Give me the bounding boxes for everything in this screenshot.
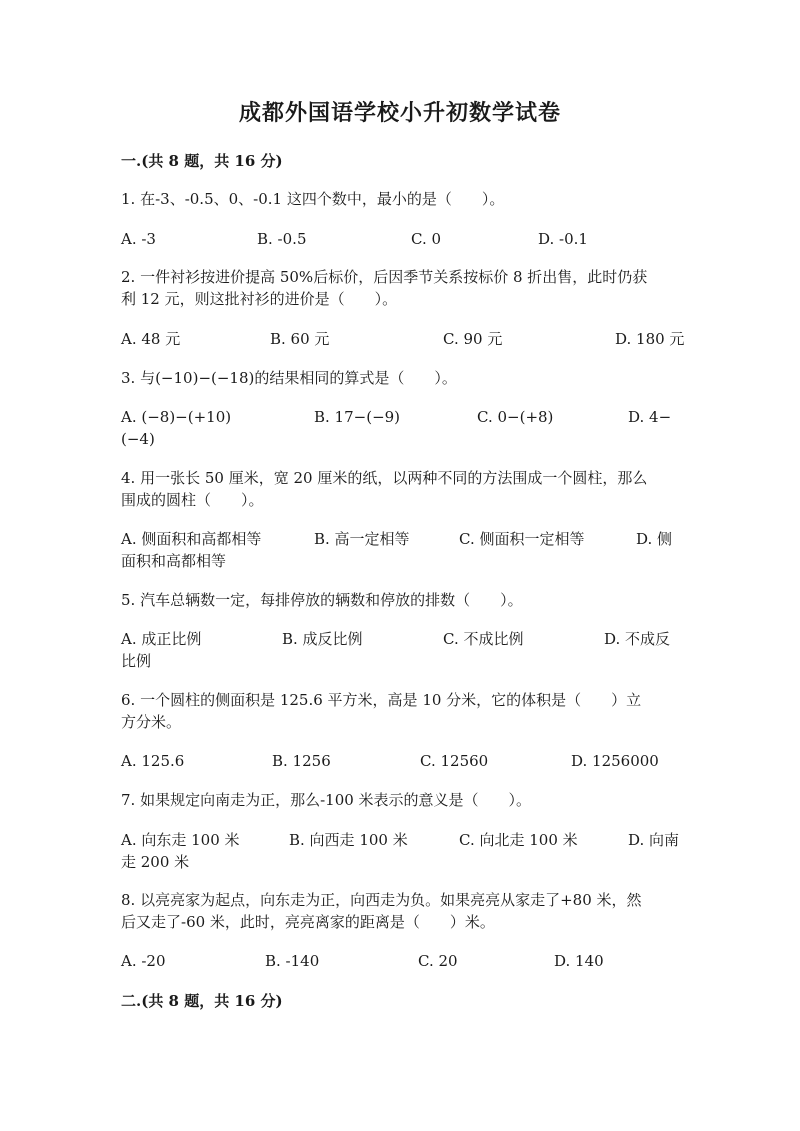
question-3: 3. 与(−10)−(−18)的结果相同的算式是（ ）。 bbox=[121, 369, 457, 387]
section-heading-2: 二.(共 8 题，共 16 分) bbox=[121, 992, 283, 1010]
option-b: B. -0.5 bbox=[257, 230, 307, 248]
option-a: A. 125.6 bbox=[121, 752, 185, 770]
option-d: D. 140 bbox=[554, 952, 604, 970]
option-c: C. 0 bbox=[411, 230, 442, 248]
option-a: A. 成正比例 bbox=[121, 630, 202, 648]
option-c: C. 侧面积一定相等 bbox=[459, 530, 585, 548]
option-d: D. 180 元 bbox=[615, 330, 685, 348]
question-8-line-2: 后又走了-60 米，此时，亮亮离家的距离是（ ）米。 bbox=[121, 913, 495, 931]
option-d: D. -0.1 bbox=[538, 230, 588, 248]
section-heading-1: 一.(共 8 题，共 16 分) bbox=[121, 152, 283, 170]
option-d: D. 4− bbox=[628, 408, 672, 426]
exam-title: 成都外国语学校小升初数学试卷 bbox=[238, 100, 561, 126]
option-d: D. 侧 bbox=[636, 530, 673, 548]
option-a: A. -20 bbox=[121, 952, 166, 970]
option-c: C. 12560 bbox=[420, 752, 489, 770]
question-2-line-1: 2. 一件衬衫按进价提高 50%后标价，后因季节关系按标价 8 折出售，此时仍获 bbox=[121, 268, 648, 286]
option-b: B. 1256 bbox=[272, 752, 331, 770]
question-5: 5. 汽车总辆数一定，每排停放的辆数和停放的排数（ ）。 bbox=[121, 591, 523, 609]
option-a: A. 向东走 100 米 bbox=[121, 831, 240, 849]
option-a: A. -3 bbox=[121, 230, 156, 248]
option-b: B. 60 元 bbox=[270, 330, 330, 348]
option-a: A. 侧面积和高都相等 bbox=[121, 530, 262, 548]
question-6-line-2: 方分米。 bbox=[121, 713, 182, 731]
option-d: D. 1256000 bbox=[571, 752, 659, 770]
question-2 bbox=[121, 266, 681, 310]
question-4-line-1: 4. 用一张长 50 厘米，宽 20 厘米的纸，以两种不同的方法围成一个圆柱，那么 bbox=[121, 469, 648, 487]
question-5-option-d-cont: 比例 bbox=[121, 652, 152, 670]
question-7-option-d-cont: 走 200 米 bbox=[121, 853, 190, 871]
option-b: B. -140 bbox=[265, 952, 320, 970]
question-7: 7. 如果规定向南走为正，那么-100 米表示的意义是（ ）。 bbox=[121, 791, 532, 809]
option-a: A. 48 元 bbox=[121, 330, 181, 348]
option-c: C. 不成比例 bbox=[443, 630, 524, 648]
option-b: B. 成反比例 bbox=[282, 630, 363, 648]
question-4-line-2: 围成的圆柱（ ）。 bbox=[121, 491, 264, 509]
option-c: C. 20 bbox=[418, 952, 458, 970]
option-d: D. 不成反 bbox=[604, 630, 671, 648]
option-d: D. 向南 bbox=[628, 831, 680, 849]
option-c: C. 0−(+8) bbox=[477, 408, 554, 426]
question-3-option-d-cont: (−4) bbox=[121, 430, 155, 448]
option-c: C. 向北走 100 米 bbox=[459, 831, 578, 849]
option-c: C. 90 元 bbox=[443, 330, 503, 348]
question-6-line-1: 6. 一个圆柱的侧面积是 125.6 平方米，高是 10 分米，它的体积是（ ）立 bbox=[121, 691, 642, 709]
question-6 bbox=[121, 689, 681, 733]
question-1: 1. 在-3、-0.5、0、-0.1 这四个数中，最小的是（ ）。 bbox=[121, 190, 505, 208]
question-2-line-2: 利 12 元，则这批衬衫的进价是（ ）。 bbox=[121, 290, 398, 308]
option-a: A. (−8)−(+10) bbox=[121, 408, 232, 426]
option-b: B. 向西走 100 米 bbox=[289, 831, 408, 849]
question-4 bbox=[121, 467, 681, 511]
option-b: B. 高一定相等 bbox=[314, 530, 410, 548]
question-4-option-d-cont: 面积和高都相等 bbox=[121, 552, 227, 570]
option-b: B. 17−(−9) bbox=[314, 408, 401, 426]
question-8 bbox=[121, 889, 681, 933]
question-8-line-1: 8. 以亮亮家为起点，向东走为正，向西走为负。如果亮亮从家走了+80 米，然 bbox=[121, 891, 642, 909]
